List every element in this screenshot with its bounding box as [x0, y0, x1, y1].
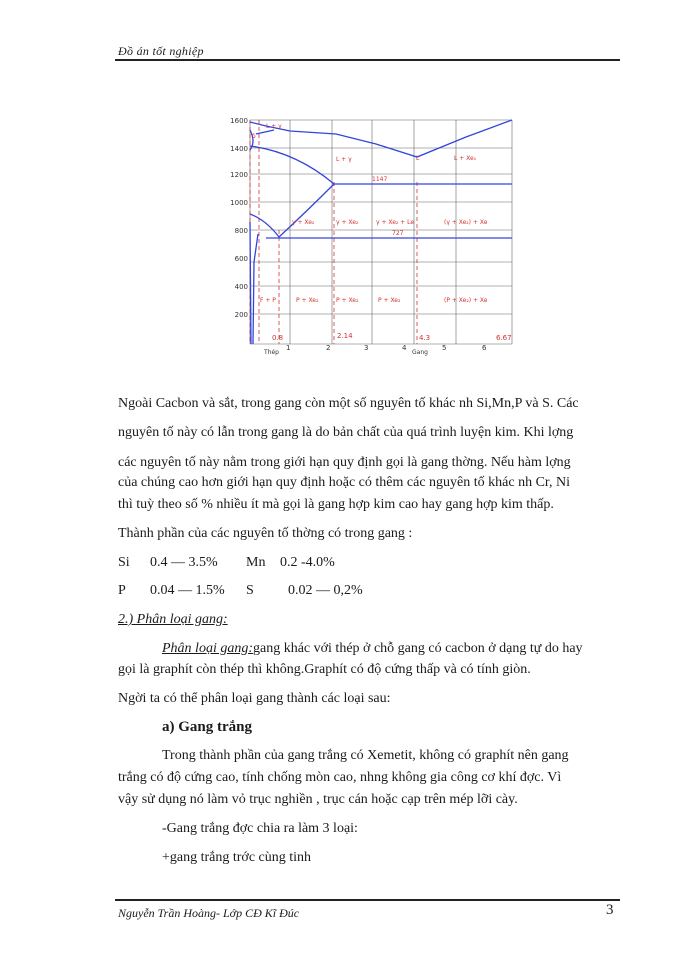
y-tick: 800 — [234, 227, 248, 235]
paragraph-line: của chúng cao hơn giới hạn quy định hoặc có thêm các nguyên tố khác nh Cr, Ni — [118, 475, 571, 490]
composition-element: S — [246, 583, 254, 598]
footer-rule — [115, 899, 620, 901]
composition-value: 0.04 — 1.5% — [150, 583, 225, 598]
bottom-number: 2 — [326, 344, 331, 352]
region-label: F + P — [260, 297, 276, 304]
inline-term: Phân loại gang: — [162, 641, 253, 656]
paragraph-line: Trong thành phần của gang trắng có Xemetit, không có graphít nên gang — [162, 748, 569, 763]
region-label: δ — [252, 133, 256, 140]
region-label: L + γ — [266, 123, 282, 130]
composition-element: Si — [118, 555, 130, 570]
region-label: (γ + Xe₂) + Xe — [444, 219, 488, 226]
y-tick: 1200 — [230, 171, 248, 179]
bottom-number: 1 — [286, 344, 291, 352]
paragraph-line: Ngoài Cacbon và sắt, trong gang còn một số nguyên tố khác nh Si,Mn,P và S. Các — [118, 396, 579, 411]
inline-text: gang khác với thép ở chỗ gang có cacbon ở dạng tự do hay — [253, 641, 583, 656]
y-tick: 1400 — [230, 145, 248, 153]
header-rule — [115, 59, 620, 61]
iron-carbon-diagram — [226, 112, 518, 358]
y-tick: 400 — [234, 283, 248, 291]
region-label: 727 — [392, 230, 404, 237]
y-tick: 200 — [234, 311, 248, 319]
y-tick: 1600 — [230, 117, 248, 125]
composition-title: Thành phần của các nguyên tố thờng có trong gang : — [118, 526, 413, 541]
bottom-number: 4 — [402, 344, 407, 352]
paragraph-line — [162, 641, 583, 657]
region-label: L + γ — [336, 156, 352, 163]
bottom-number: 3 — [364, 344, 369, 352]
y-tick: 600 — [234, 255, 248, 263]
bottom-number: 5 — [442, 344, 447, 352]
footer-author: Nguyễn Trần Hoàng- Lớp CĐ Kĩ Đúc — [118, 906, 300, 920]
composition-value: 0.4 — 3.5% — [150, 555, 218, 570]
region-label: P + Xe₂ — [336, 297, 359, 304]
x-label: 4.3 — [419, 334, 431, 342]
bottom-number: 6 — [482, 344, 487, 352]
paragraph-line: các nguyên tố này nằm trong giới hạn quy định gọi là gang thờng. Nếu hàm lợng — [118, 455, 571, 470]
paragraph-line: gọi là graphít còn thép thì không.Graphít có độ cứng thấp và có tính giòn. — [118, 662, 531, 677]
paragraph-line: trắng có độ cứng cao, tính chống mòn cao, nhng không gia công cơ khí đợc. Vì — [118, 770, 562, 785]
diagram-grid — [250, 120, 512, 344]
steel-label: Thép — [264, 349, 279, 356]
subheading: a) Gang trắng — [162, 719, 252, 735]
iron-label: Gang — [412, 349, 428, 356]
paragraph-line: thì tuỳ theo số % nhiều ít mà gọi là gang hợp kim cao hay gang hợp kim thấp. — [118, 497, 554, 512]
region-label: (P + Xe₂) + Xe — [444, 297, 488, 304]
x-label: 0.8 — [272, 334, 284, 342]
region-label: 1147 — [372, 176, 388, 183]
region-label: L — [416, 155, 420, 162]
region-label: γ + Xe₂ + Le — [376, 219, 415, 226]
composition-element: Mn — [246, 555, 266, 570]
page-number: 3 — [606, 902, 614, 918]
composition-value: 0.2 -4.0% — [280, 555, 335, 570]
composition-value: 0.02 — 0,2% — [288, 583, 363, 598]
paragraph-line: Ngời ta có thể phân loại gang thành các loại sau: — [118, 691, 391, 706]
paragraph-line: -Gang trắng đợc chia ra làm 3 loại: — [162, 821, 358, 836]
region-label: P + Xe₂ — [296, 297, 319, 304]
x-label: 6.67 — [496, 334, 512, 342]
x-label: 2.14 — [337, 332, 353, 340]
diagram-phase-lines — [250, 120, 512, 344]
y-tick: 1000 — [230, 199, 248, 207]
composition-element: P — [118, 583, 126, 598]
header-title: Đồ án tốt nghiệp — [118, 44, 204, 58]
paragraph-line: +gang trắng trớc cùng tinh — [162, 850, 312, 865]
region-label: L + Xe₁ — [454, 155, 477, 162]
section-heading: 2.) Phân loại gang: — [118, 612, 228, 627]
paragraph-line: nguyên tố này có lẫn trong gang là do bản chất của quá trình luyện kim. Khi lợng — [118, 425, 574, 440]
region-label: γ + Xe₂ — [292, 219, 315, 226]
region-label: P + Xe₂ — [378, 297, 401, 304]
region-label: γ + Xe₂ — [336, 219, 359, 226]
paragraph-line: vậy sử dụng nó làm vỏ trục nghiền , trục cán hoặc cạp trên mép lỡi cày. — [118, 792, 518, 807]
